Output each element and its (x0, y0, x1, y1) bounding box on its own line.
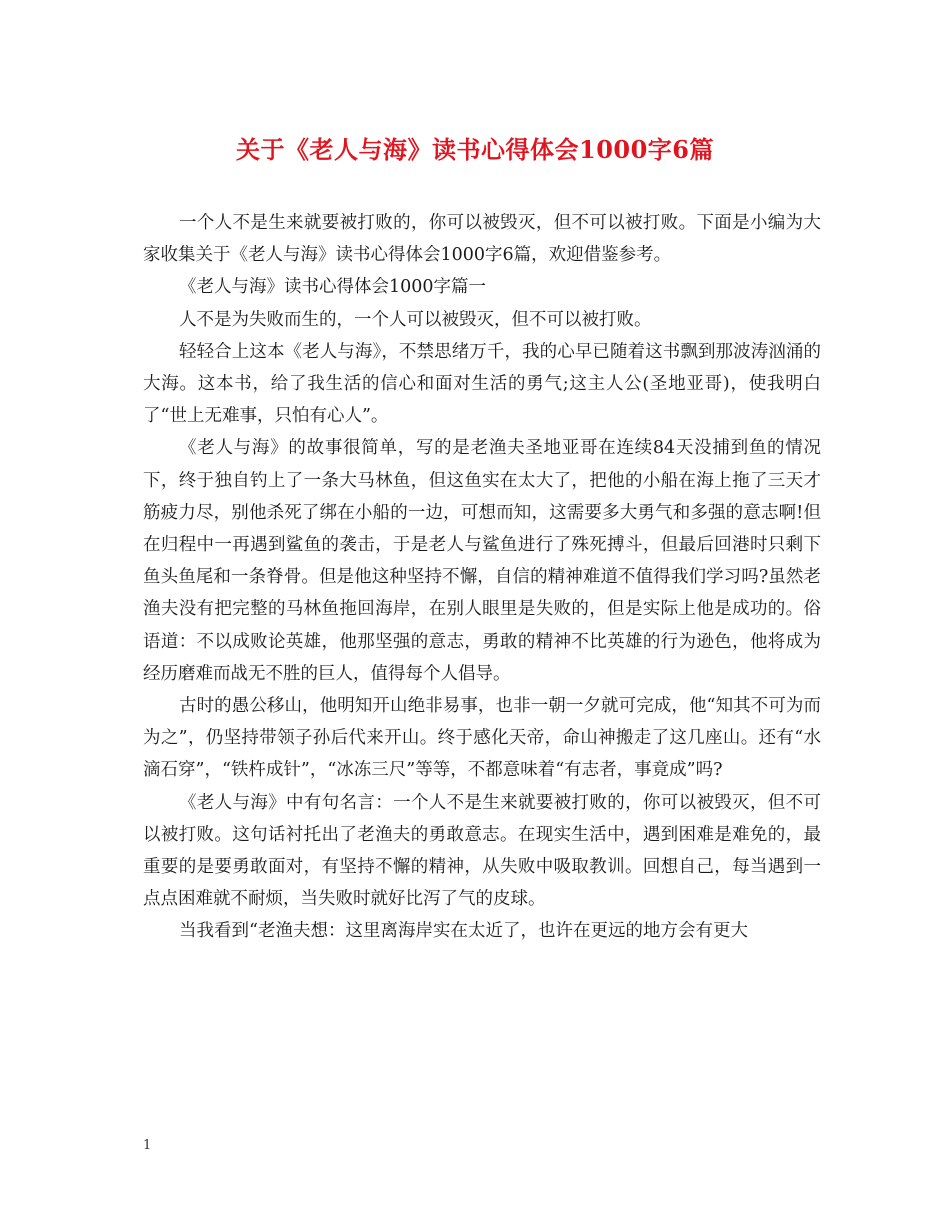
paragraph: 轻轻合上这本《老人与海》，不禁思绪万千，我的心早已随着这书飘到那波涛汹涌的大海。这本书，给了我生活的信心和面对生活的勇气;这主人公(圣地亚哥)，使我明白了“世上无难事，只怕有心人”。 (143, 341, 821, 427)
paragraph: 《老人与海》中有句名言：一个人不是生来就要被打败的，你可以被毁灭，但不可以被打败。这句话衬托出了老渔夫的勇敢意志。在现实生活中，遇到困难是难免的，最重要的是要勇敢面对，有坚持不懈的精神，从失败中吸取教训。回想自己，每当遇到一点点困难就不耐烦，当失败时就好比泻了气的皮球。 (143, 792, 821, 910)
paragraph-intro: 一个人不是生来就要被打败的，你可以被毁灭，但不可以被打败。下面是小编为大家收集关于《老人与海》读书心得体会1000字6篇，欢迎借鉴参考。 (143, 213, 821, 266)
section-heading: 《老人与海》读书心得体会1000字篇一 (179, 277, 487, 298)
article-body (143, 207, 821, 948)
page-title: 关于《老人与海》读书心得体会1000字6篇 (236, 135, 714, 164)
paragraph: 《老人与海》的故事很简单，写的是老渔夫圣地亚哥在连续84天没捕到鱼的情况下，终于独自钓上了一条大马林鱼，但这鱼实在太大了，把他的小船在海上拖了三天才筋疲力尽，别他杀死了绑在小船的一边，可想而知，这需要多大勇气和多强的意志啊!但在归程中一再遇到鲨鱼的袭击，于是老人与鲨鱼进行了殊死搏斗，但最后回港时只剩下鱼头鱼尾和一条脊骨。但是他这种坚持不懈，自信的精神难道不值得我们学习吗?虽然老渔夫没有把完整的马林鱼拖回海岸，在别人眼里是失败的，但是实际上他是成功的。俗语道：不以成败论英雄，他那坚强的意志，勇敢的精神不比英雄的行为逊色，他将成为经历磨难而战无不胜的巨人，值得每个人倡导。 (143, 438, 821, 684)
paragraph: 古时的愚公移山，他明知开山绝非易事，也非一朝一夕就可完成，他“知其不可为而为之”，仍坚持带领子孙后代来开山。终于感化天帝，命山神搬走了这几座山。还有“水滴石穿”，“铁杵成针”，“冰冻三尺”等等，不都意味着“有志者，事竟成”吗? (143, 696, 821, 781)
paragraph: 人不是为失败而生的，一个人可以被毁灭，但不可以被打败。 (179, 309, 652, 330)
paragraph: 当我看到“老渔夫想：这里离海岸实在太近了，也许在更远的地方会有更大 (179, 921, 748, 942)
page-number: 1 (143, 1138, 152, 1153)
